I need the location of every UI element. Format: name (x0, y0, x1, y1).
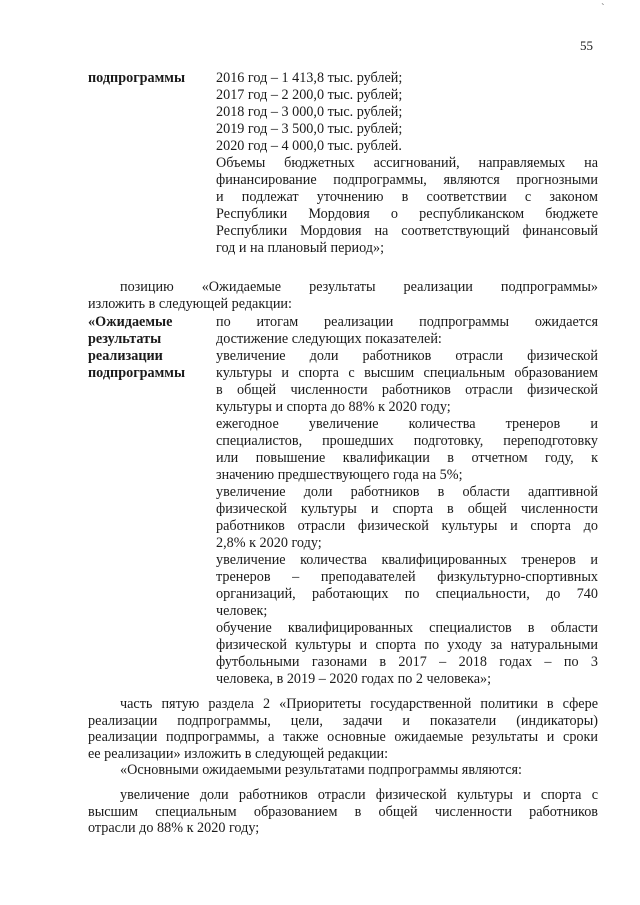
funding-line: 2017 год – 2 200,0 тыс. рублей; (216, 87, 403, 103)
funding-note-line: и подлежат уточнению в соответствии с законом (216, 189, 598, 205)
closing-paragraph (88, 787, 598, 837)
expected-results-label (88, 314, 216, 688)
funding-row-label: подпрограммы (88, 70, 186, 86)
funding-line: 2020 год – 4 000,0 тыс. рублей. (216, 138, 402, 154)
result-line: значению предшествующего года на 5%; (216, 467, 463, 483)
paragraph-line: реализации подпрограммы, цели, задачи и показатели (индикаторы) (88, 712, 598, 729)
funding-note-line: Объемы бюджетных ассигнований, направляемых на (216, 155, 598, 171)
result-line: достижение следующих показателей: (216, 331, 442, 347)
funding-note-line: финансирование подпрограммы, являются прогнозными (216, 172, 598, 188)
result-line: культуры и спорта до 88% к 2020 году; (216, 399, 451, 415)
paragraph-line: «Основными ожидаемыми результатами подпрограммы являются: (120, 762, 522, 778)
result-line: 2,8% к 2020 году; (216, 535, 322, 551)
paragraph-line: реализации подпрограммы, а также основные ожидаемые результаты и сроки (88, 729, 598, 745)
result-line: физической культуры и спорта по уходу за натуральными (216, 637, 598, 653)
result-line: в общей численности работников отрасли физической (216, 382, 598, 398)
result-line: по итогам реализации подпрограммы ожидается (216, 314, 598, 330)
funding-row (88, 70, 598, 257)
funding-note-line: Республики Мордовия на соответствующий финансовый (216, 223, 598, 239)
result-line: работников отрасли физической культуры и спорта до (216, 518, 598, 534)
result-line: человека, в 2019 – 2020 годах по 2 человека»; (216, 671, 492, 687)
funding-line: 2019 год – 3 500,0 тыс. рублей; (216, 121, 403, 137)
result-line: или повышение квалификации в отчетном году, к (216, 450, 598, 466)
paragraph-line: высшим специальным образованием в общей численности работников (88, 803, 598, 820)
top-mark: ` (601, 2, 605, 14)
label-line: результаты (88, 331, 162, 347)
intro-line: позицию «Ожидаемые результаты реализации подпрограммы» (120, 279, 598, 295)
result-line: организаций, работающих по специальности, до 740 (216, 586, 598, 602)
result-line: увеличение доли работников в области адаптивной (216, 484, 598, 500)
label-line: подпрограммы (88, 365, 186, 381)
result-line: физической культуры и спорта в общей численности (216, 501, 598, 517)
intro-line: изложить в следующей редакции: (88, 295, 292, 312)
expected-results-content (216, 314, 598, 688)
paragraph-line: увеличение доли работников отрасли физической культуры и спорта с (120, 787, 598, 803)
funding-line: 2016 год – 1 413,8 тыс. рублей; (216, 70, 403, 86)
label-line: реализации (88, 348, 163, 364)
result-line: увеличение доли работников отрасли физической (216, 348, 598, 364)
result-line: специалистов, прошедших подготовку, переподготовку (216, 433, 598, 449)
funding-line: 2018 год – 3 000,0 тыс. рублей; (216, 104, 403, 120)
funding-note-line: Республики Мордовия о республиканском бюджете (216, 206, 598, 222)
result-line: обучение квалифицированных специалистов в области (216, 620, 598, 636)
result-line: человек; (216, 603, 268, 619)
paragraph-line: ее реализации» изложить в следующей редакции: (88, 745, 389, 762)
label-line: «Ожидаемые (88, 314, 173, 330)
paragraph-line: отрасли до 88% к 2020 году; (88, 820, 260, 836)
result-line: культуры и спорта с высшим специальным образованием (216, 365, 598, 381)
paragraph-line: часть пятую раздела 2 «Приоритеты государственной политики в сфере (120, 696, 598, 712)
intro-paragraph (88, 279, 598, 312)
page-number: 55 (580, 38, 593, 53)
result-line: ежегодное увеличение количества тренеров и (216, 416, 598, 432)
section2-paragraph (88, 696, 598, 779)
funding-row-content (216, 70, 598, 257)
expected-results-row (88, 314, 598, 688)
result-line: тренеров – преподавателей физкультурно-спортивных (216, 569, 598, 585)
result-line: увеличение количества квалифицированных тренеров и (216, 552, 598, 568)
result-line: футбольными газонами в 2017 – 2018 годах – по 3 (216, 654, 598, 670)
funding-note-line: год и на плановый период»; (216, 240, 385, 256)
